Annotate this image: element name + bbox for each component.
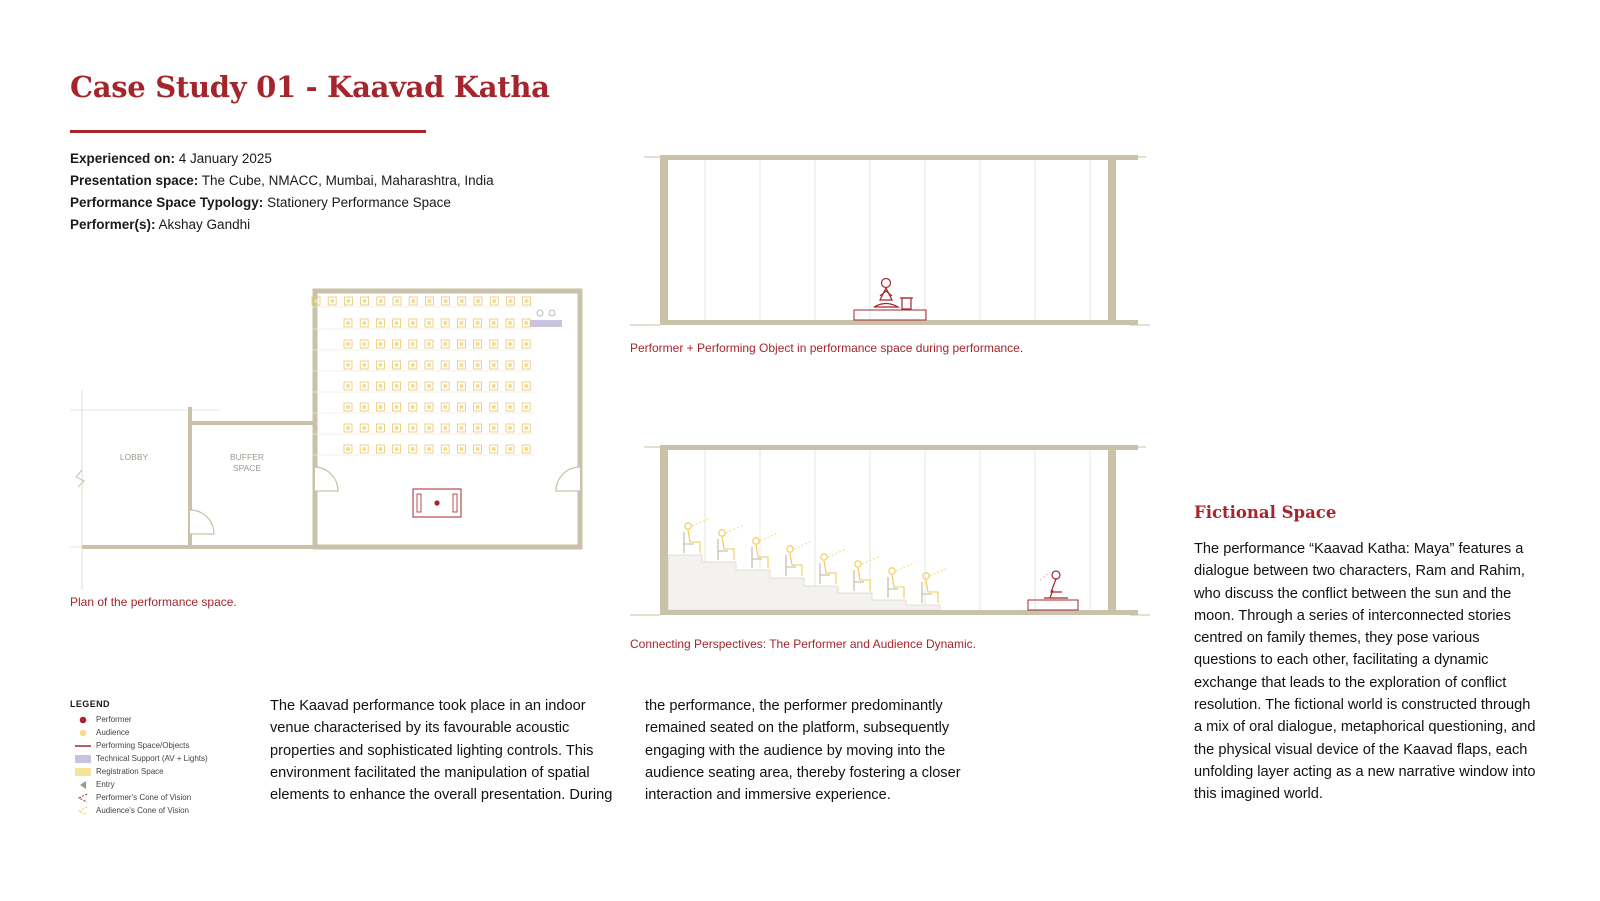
audience-dot [524,321,528,325]
meta-performers: Performer(s): Akshay Gandhi [70,217,251,232]
plan-drawing [60,285,600,595]
audience-dot [459,321,463,325]
audience-dot [524,447,528,451]
paragraph-venue: The Kaavad performance took place in an indoor venue characterised by its favourable acoustic properties and sophisticated lighting controls. This environment facilitated the manipulation of spatial elements to enhance the overall presentation. During [270,698,613,804]
legend-item-performing-space: Performing Space/Objects [70,739,208,752]
audience-dot [411,447,415,451]
audience-dot [346,405,350,409]
audience-dot [346,426,350,430]
audience-dot [459,447,463,451]
audience-dot [362,405,366,409]
audience-dot [459,426,463,430]
audience-dot [378,384,382,388]
audience-dot [395,384,399,388]
audience-dot-icon [78,728,88,738]
audience-dot [492,405,496,409]
audience-dot [378,426,382,430]
audience-member [684,518,710,553]
fictional-space-text: The performance “Kaavad Katha: Maya” features a dialogue between two characters, Ram and Rahim, who discuss the conflict between the sun and the moon. Through a series of interconnected stories centred on family themes, they pose various questions to each other, facilitating a dynamic exchange that leads to the exploration of conflict resolution. The fictional world is constructed through a mix of oral dialogue, metaphorical questioning, and the physical visual device of the Kaavad flaps, each unfolding layer acting as a new narrative window into this imagined world. [1194,541,1536,803]
audience-dot [508,447,512,451]
meta-list [70,148,494,236]
audience-member [820,549,846,584]
audience-dot [492,321,496,325]
audience-member [854,556,880,591]
audience-dot [508,299,512,303]
audience-dot [508,342,512,346]
audience-dot [314,299,318,303]
audience-dot [378,342,382,346]
meta-presentation-space: Presentation space: The Cube, NMACC, Mumbai, Maharashtra, India [70,173,494,188]
technical-support-area [530,320,562,327]
performer-figure [1044,571,1068,598]
audience-dot [524,363,528,367]
legend-item-registration: Registration Space [70,765,208,778]
section-1-caption: Performer + Performing Object in performance space during performance. [630,341,1024,355]
legend-item-entry: Entry [70,778,208,791]
audience-dot [330,299,334,303]
section-2-caption: Connecting Perspectives: The Performer and Audience Dynamic. [630,637,976,651]
legend-title: LEGEND [70,699,110,709]
audience-dot [492,363,496,367]
audience-dot [443,426,447,430]
entry-arrow-icon [78,780,88,790]
audience-member [718,525,744,560]
performer-dot [434,500,439,505]
audience-dot [476,447,480,451]
audience-dot [492,426,496,430]
page-title: Case Study 01 - Kaavad Katha [70,70,550,104]
paragraph-performance: the performance, the performer predominantly remained seated on the platform, subsequently engaging with the audience by moving into the audience seating area, thereby fostering a closer interaction and immersive experience. [645,698,961,804]
audience-dot [508,363,512,367]
audience-dot [411,299,415,303]
buffer-label-line1: BUFFER [230,452,264,462]
audience-dot [524,426,528,430]
audience-dot [362,384,366,388]
buffer-label-line2: SPACE [232,463,262,473]
section-drawing-2 [630,440,1150,625]
audience-dot [476,405,480,409]
tiered-seating [668,555,940,610]
audience-dot [459,405,463,409]
audience-dot [492,299,496,303]
audience-dot [362,447,366,451]
audience-dot [476,363,480,367]
audience-dot [362,426,366,430]
audience-dot [524,342,528,346]
lobby-label: LOBBY [119,452,149,462]
audience-dot [443,405,447,409]
audience-member [786,541,812,576]
legend-item-performer: Performer [70,713,208,726]
audience-dot [525,299,529,303]
kaavad-object [900,298,913,309]
audience-dot [378,363,382,367]
performer-cone-icon [77,793,89,803]
audience-dot [459,384,463,388]
plan-caption: Plan of the performance space. [70,595,237,609]
audience-dot [492,447,496,451]
audience-dot [524,405,528,409]
audience-dot [379,299,383,303]
audience-dot [411,342,415,346]
audience-dot [346,384,350,388]
legend-item-performer-cone: Performer's Cone of Vision [70,791,208,804]
legend-item-technical-support: Technical Support (AV + Lights) [70,752,208,765]
audience-dot [395,321,399,325]
audience-dot [427,342,431,346]
audience-dot [508,384,512,388]
audience-dot [395,299,399,303]
audience-cone-icon [77,806,89,816]
audience-dot [460,299,464,303]
meta-experienced-on: Experienced on: 4 January 2025 [70,151,272,166]
audience-dot [459,363,463,367]
audience-dot [378,447,382,451]
audience-dot [476,299,480,303]
audience-dot [395,363,399,367]
fictional-space-heading: Fictional Space [1194,503,1337,522]
registration-swatch-icon [75,768,91,776]
audience-dot [427,321,431,325]
section-drawing-1 [630,150,1150,335]
audience-dot [411,384,415,388]
legend [70,699,208,817]
audience-dot [427,405,431,409]
audience-dot [508,426,512,430]
audience-dot [524,384,528,388]
audience-dot [378,405,382,409]
audience-dot [443,447,447,451]
audience-dot [444,299,448,303]
audience-dot [362,342,366,346]
audience-dot [395,426,399,430]
audience-dot [411,321,415,325]
audience-dot [395,342,399,346]
audience-seating [312,297,534,455]
legend-item-audience-cone: Audience's Cone of Vision [70,804,208,817]
title-underline [70,130,426,133]
audience-dot [476,384,480,388]
audience-dot [411,426,415,430]
performing-platform [854,310,926,320]
audience-dot [362,321,366,325]
audience-dot [476,342,480,346]
audience-dot [346,321,350,325]
audience-dot [427,363,431,367]
audience-dot [395,447,399,451]
audience-dot [362,363,366,367]
audience-member [888,563,914,598]
legend-item-audience: Audience [70,726,208,739]
performer-dot-icon [78,715,88,725]
audience-dot [443,363,447,367]
technical-support-swatch-icon [75,755,91,763]
performer-figure [874,279,898,308]
audience-dot [476,426,480,430]
audience-dot [395,405,399,409]
audience-dot [346,447,350,451]
audience-dot [411,363,415,367]
audience-dot [346,363,350,367]
audience-dot [427,447,431,451]
audience-dot [492,342,496,346]
audience-dot [508,321,512,325]
audience-dot [346,299,350,303]
audience-dot [492,384,496,388]
audience-dot [476,321,480,325]
audience-dot [443,321,447,325]
audience-dot [508,405,512,409]
audience-dot [459,342,463,346]
audience-dot [427,384,431,388]
audience-dot [427,426,431,430]
audience-dot [427,299,431,303]
audience-member [752,533,778,568]
audience-member [922,568,948,603]
audience-dot [363,299,367,303]
audience-dot [443,342,447,346]
performing-line-icon [75,743,91,749]
audience-dot [346,342,350,346]
audience-dot [411,405,415,409]
audience-dot [443,384,447,388]
meta-typology: Performance Space Typology: Stationery Performance Space [70,195,451,210]
audience-dot [378,321,382,325]
